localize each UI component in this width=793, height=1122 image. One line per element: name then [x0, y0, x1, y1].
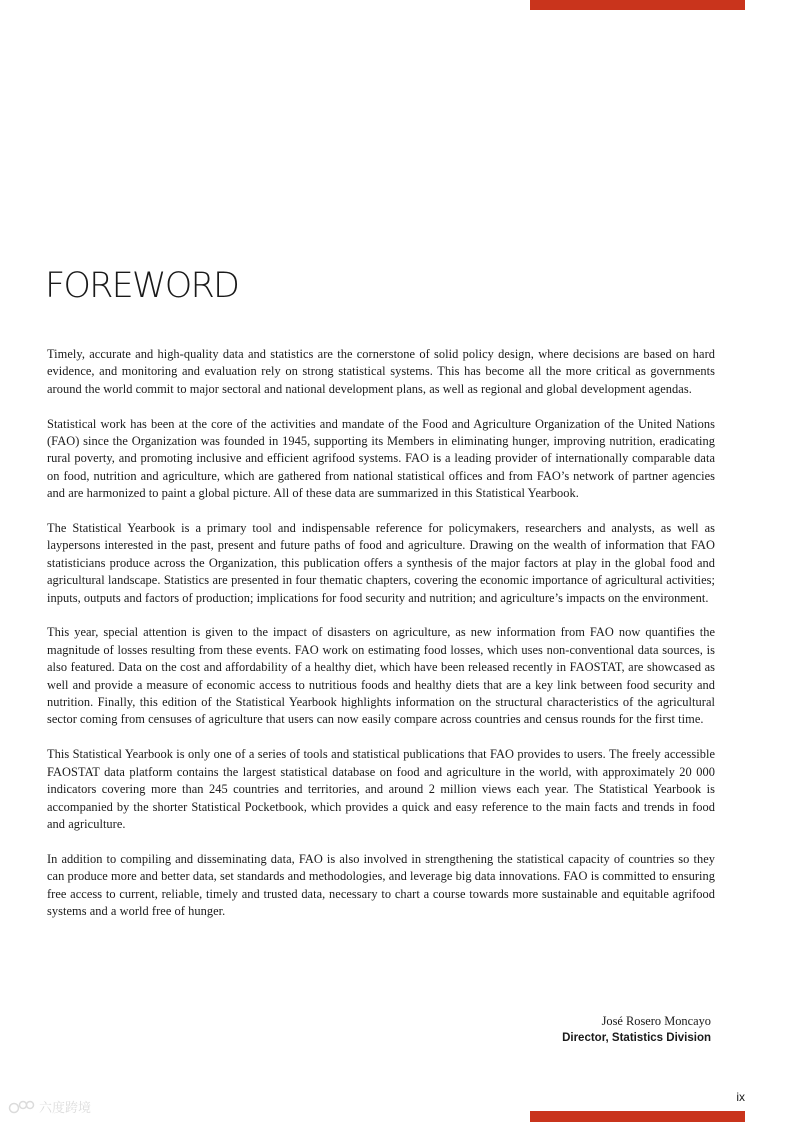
paragraph-4: This year, special attention is given to the impact of disasters on agriculture, as new information from FAO now quantifies the magnitude of losses resulting from these events. FAO work on estimating food losses, which uses non-conventional data sources, is also featured. Data on the cost and affordability of a healthy diet, which have been released recently in FAOSTAT, are showcased as well and provide a measure of economic access to nutritious foods and healthy diets that are a key link between food security and nutrition. Finally, this edition of the Statistical Yearbook highlights information on the structural characteristics of the agricultural sector coming from censuses of agriculture that users can now easily compare across countries and census rounds for the first time. — [47, 625, 715, 727]
signatory-name: José Rosero Moncayo — [601, 1014, 711, 1028]
signature-block — [562, 1013, 711, 1046]
paragraph-6: In addition to compiling and disseminating data, FAO is also involved in strengthening the statistical capacity of countries so they can produce more and better data, set standards and methodologies, and leverage big data innovations. FAO is committed to ensuring free access to current, reliable, timely and trusted data, necessary to chart a course towards more sustainable and equitable agrifood systems and a world free of hunger. — [47, 851, 715, 918]
paragraph-3: The Statistical Yearbook is a primary tool and indispensable reference for policymakers, researchers and analysts, as well as laypersons interested in the past, present and future paths of food and agriculture. Drawing on the wealth of information that FAO statisticians produce across the Organization, this publication offers a synthesis of the major factors at play in the global food and agricultural landscape. Statistics are presented in four thematic chapters, covering the economic importance of agricultural activities; inputs, outputs and factors of production; implications for food security and nutrition; and agriculture’s impacts on the environment. — [47, 521, 715, 605]
foreword-body — [47, 346, 715, 938]
top-accent-bar — [530, 0, 745, 10]
watermark-logo-icon — [8, 1099, 36, 1115]
signatory-role: Director, Statistics Division — [562, 1032, 711, 1044]
paragraph-5: This Statistical Yearbook is only one of a series of tools and statistical publications that FAO provides to users. The freely accessible FAOSTAT data platform contains the largest statistical database on food and agriculture in the world, with approximately 20 000 indicators covering more than 245 countries and territories, and around 2 million views each year. The Statistical Yearbook is accompanied by the shorter Statistical Pocketbook, which provides a quick and easy reference to the main facts and trends in food and agriculture. — [47, 747, 715, 831]
watermark-text: 六度跨境 — [39, 1101, 92, 1116]
paragraph-2: Statistical work has been at the core of the activities and mandate of the Food and Agriculture Organization of the United Nations (FAO) since the Organization was founded in 1945, supporting its Members in eliminating hunger, improving nutrition, eradicating rural poverty, and promoting inclusive and efficient agrifood systems. FAO is a leading provider of internationally comparable data on food, nutrition and agriculture, which are gathered from national statistical offices and from FAO’s network of partner agencies and are harmonized to paint a global picture. All of these data are summarized in this Statistical Yearbook. — [47, 416, 715, 501]
paragraph-1: Timely, accurate and high-quality data and statistics are the cornerstone of solid policy design, where decisions are based on hard evidence, and monitoring and evaluation rely on strong statistical systems. This has become all the more critical as governments around the world commit to major sectoral and national development plans, as well as regional and global development agendas. — [47, 347, 715, 396]
bottom-accent-bar — [530, 1111, 745, 1122]
watermark — [8, 1097, 91, 1116]
page-number: ix — [736, 1090, 745, 1104]
page-title: FOREWORD — [45, 266, 239, 306]
